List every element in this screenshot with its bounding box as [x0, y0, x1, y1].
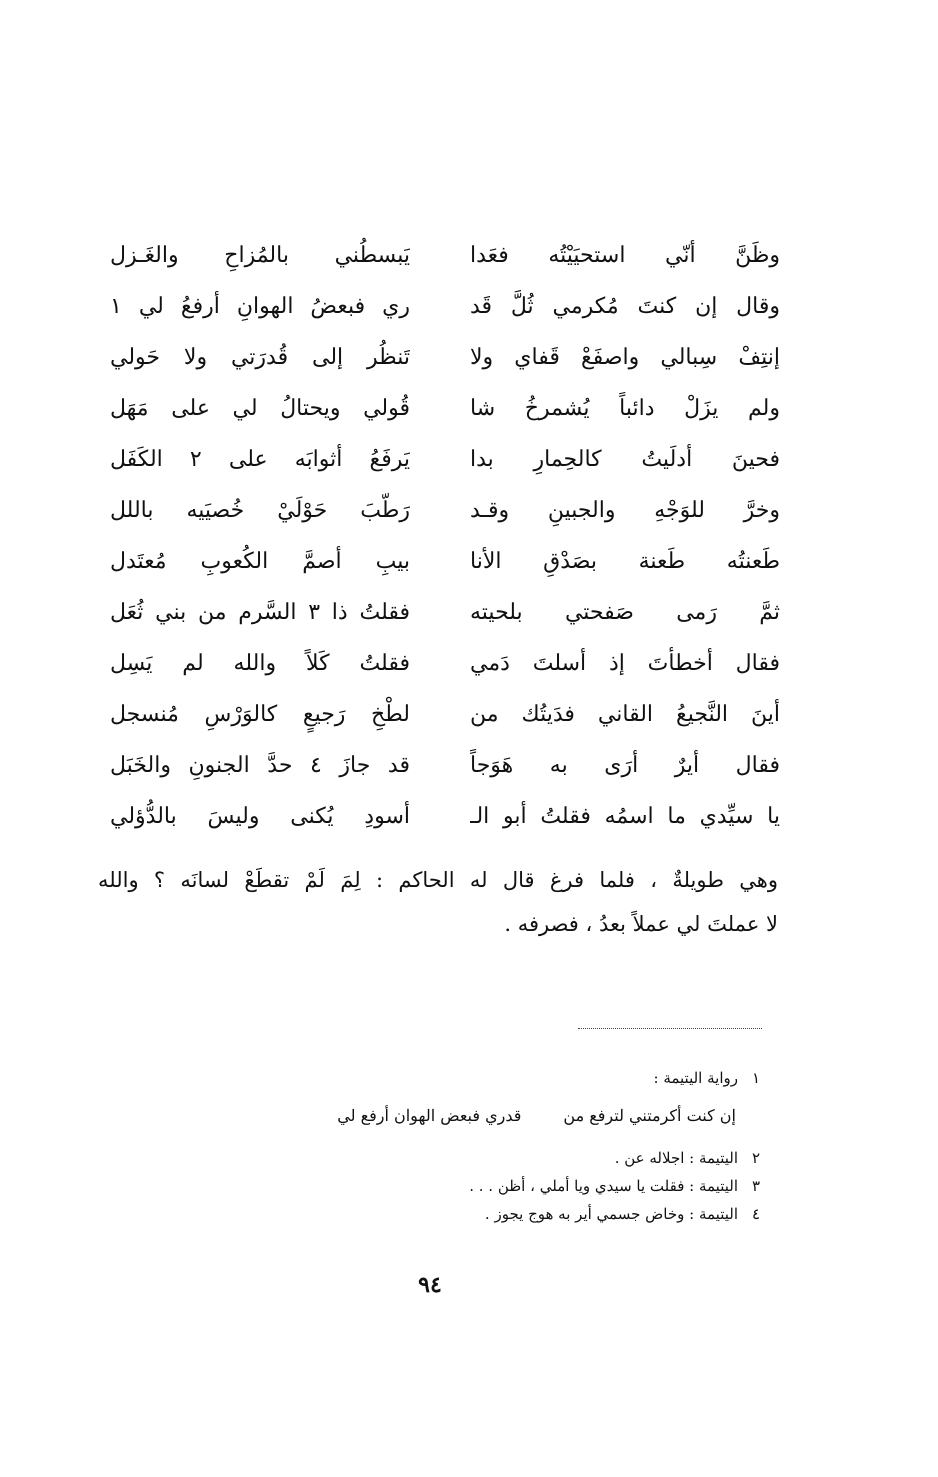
hemistich-second: قُولي ويحتالُ لي على مَهَل — [110, 396, 410, 421]
footnote-verse — [160, 1102, 760, 1130]
hemistich-first: فقال أيرٌ أرَى به هَوَجاً — [470, 753, 780, 778]
footnote-1 — [160, 1064, 760, 1092]
footnote-text: اليتيمة : وخاض جسمي أير به هوج يجوز . — [484, 1205, 738, 1223]
hemistich-second: رَطّبَ حَوْلَيْ خُصيَيه باللل — [110, 498, 410, 523]
page-number: ٩٤ — [418, 1272, 442, 1298]
hemistich-second: يَرفَعُ أثوابَه على ٢ الكَفَل — [110, 447, 410, 472]
footnote-number: ١ — [751, 1069, 760, 1087]
verse-3 — [110, 338, 780, 389]
hemistich-second: قد جازَ ٤ حدَّ الجنونِ والخَبَل — [110, 753, 410, 778]
footnote-2 — [160, 1144, 760, 1172]
footnote-text: رواية اليتيمة : — [653, 1069, 738, 1087]
hemistich-first: فحينَ أدلَيتُ كالحِمارِ بدا — [470, 447, 780, 472]
hemistich-first: وقال إن كنتَ مُكرمي ثُلَّ قَد — [470, 294, 780, 319]
verse-11 — [110, 746, 780, 797]
verse-2 — [110, 287, 780, 338]
verse-8 — [110, 593, 780, 644]
verse-5 — [110, 440, 780, 491]
hemistich-second: بيبِ أصمَّ الكُعوبِ مُعتَدل — [110, 549, 410, 574]
verse-7 — [110, 542, 780, 593]
footnote-separator — [578, 1028, 762, 1029]
verse-4 — [110, 389, 780, 440]
hemistich-second: فقلتُ كَلاً والله لم يَسِل — [110, 651, 410, 676]
verse-10 — [110, 695, 780, 746]
hemistich-second: تَنظُر إلى قُدرَتي ولا حَولي — [110, 345, 410, 370]
hemistich-first: وظَنَّ أنّي استحيَيْتُه فعَدا — [470, 243, 780, 268]
hemistich-first: وخرَّ للوَجْهِ والجبينِ وقـد — [470, 498, 780, 523]
hemistich-second: أسودِ يُكنى وليسَ بالدُّؤلي — [110, 804, 410, 829]
hemistich-second: لطْخِ رَجيعٍ كالوَرْسِ مُنسجل — [110, 702, 410, 727]
hemistich-second: فقلتُ ذا ٣ السَّرم من بني ثُعَل — [110, 600, 410, 625]
footnote-3 — [160, 1172, 760, 1200]
footnote-number: ٣ — [751, 1177, 760, 1195]
verse-12 — [110, 797, 780, 848]
verse-6 — [110, 491, 780, 542]
footnote-number: ٢ — [751, 1149, 760, 1167]
hemistich-first: طَعنتُه طَعنة بصَدْقِ الأنا — [470, 549, 780, 574]
poem — [110, 236, 780, 848]
verse-9 — [110, 644, 780, 695]
verse-1 — [110, 236, 780, 287]
hemistich-first: ولم يزَلْ دائباً يُشمرخُ شا — [470, 396, 780, 421]
hemistich-second: ري فبعضُ الهوانِ أرفعُ لي ١ — [110, 294, 410, 319]
prose-line-1: وهي طويلةٌ ، فلما فرغ قال له الحاكم : لِمَ لَمْ تقطَعْ لسانَه ؟ والله — [98, 868, 778, 892]
footnote-text: اليتيمة : فقلت يا سيدي ويا أملي ، أظن . . . — [469, 1177, 738, 1195]
prose-paragraph — [98, 858, 778, 946]
hemistich-first: أينَ النَّجيعُ القاني فدَيتُك من — [470, 702, 780, 727]
footnote-4 — [160, 1200, 760, 1228]
footnote-verse-first: إن كنت أكرمتني لترفع من — [563, 1106, 736, 1125]
hemistich-second: يَبسطُني بالمُزاحِ والغَـزل — [110, 243, 410, 268]
footnote-text: اليتيمة : اجلاله عن . — [614, 1149, 738, 1167]
footnote-number: ٤ — [751, 1205, 760, 1223]
footnote-verse-second: قدري فبعض الهوان أرفع لي — [337, 1106, 522, 1125]
hemistich-first: إنتِفْ سِبالي واصفَعْ قَفاي ولا — [470, 345, 780, 370]
hemistich-first: يا سيِّدي ما اسمُه فقلتُ أبو الـ — [470, 804, 780, 829]
prose-line-2: لا عملتَ لي عملاً بعدُ ، فصرفه . — [504, 912, 778, 936]
hemistich-first: ثمَّ رَمى صَفحتي بلحيته — [470, 600, 780, 625]
footnotes — [160, 1064, 760, 1228]
hemistich-first: فقال أخطأتَ إذ أسلتَ دَمي — [470, 651, 780, 676]
